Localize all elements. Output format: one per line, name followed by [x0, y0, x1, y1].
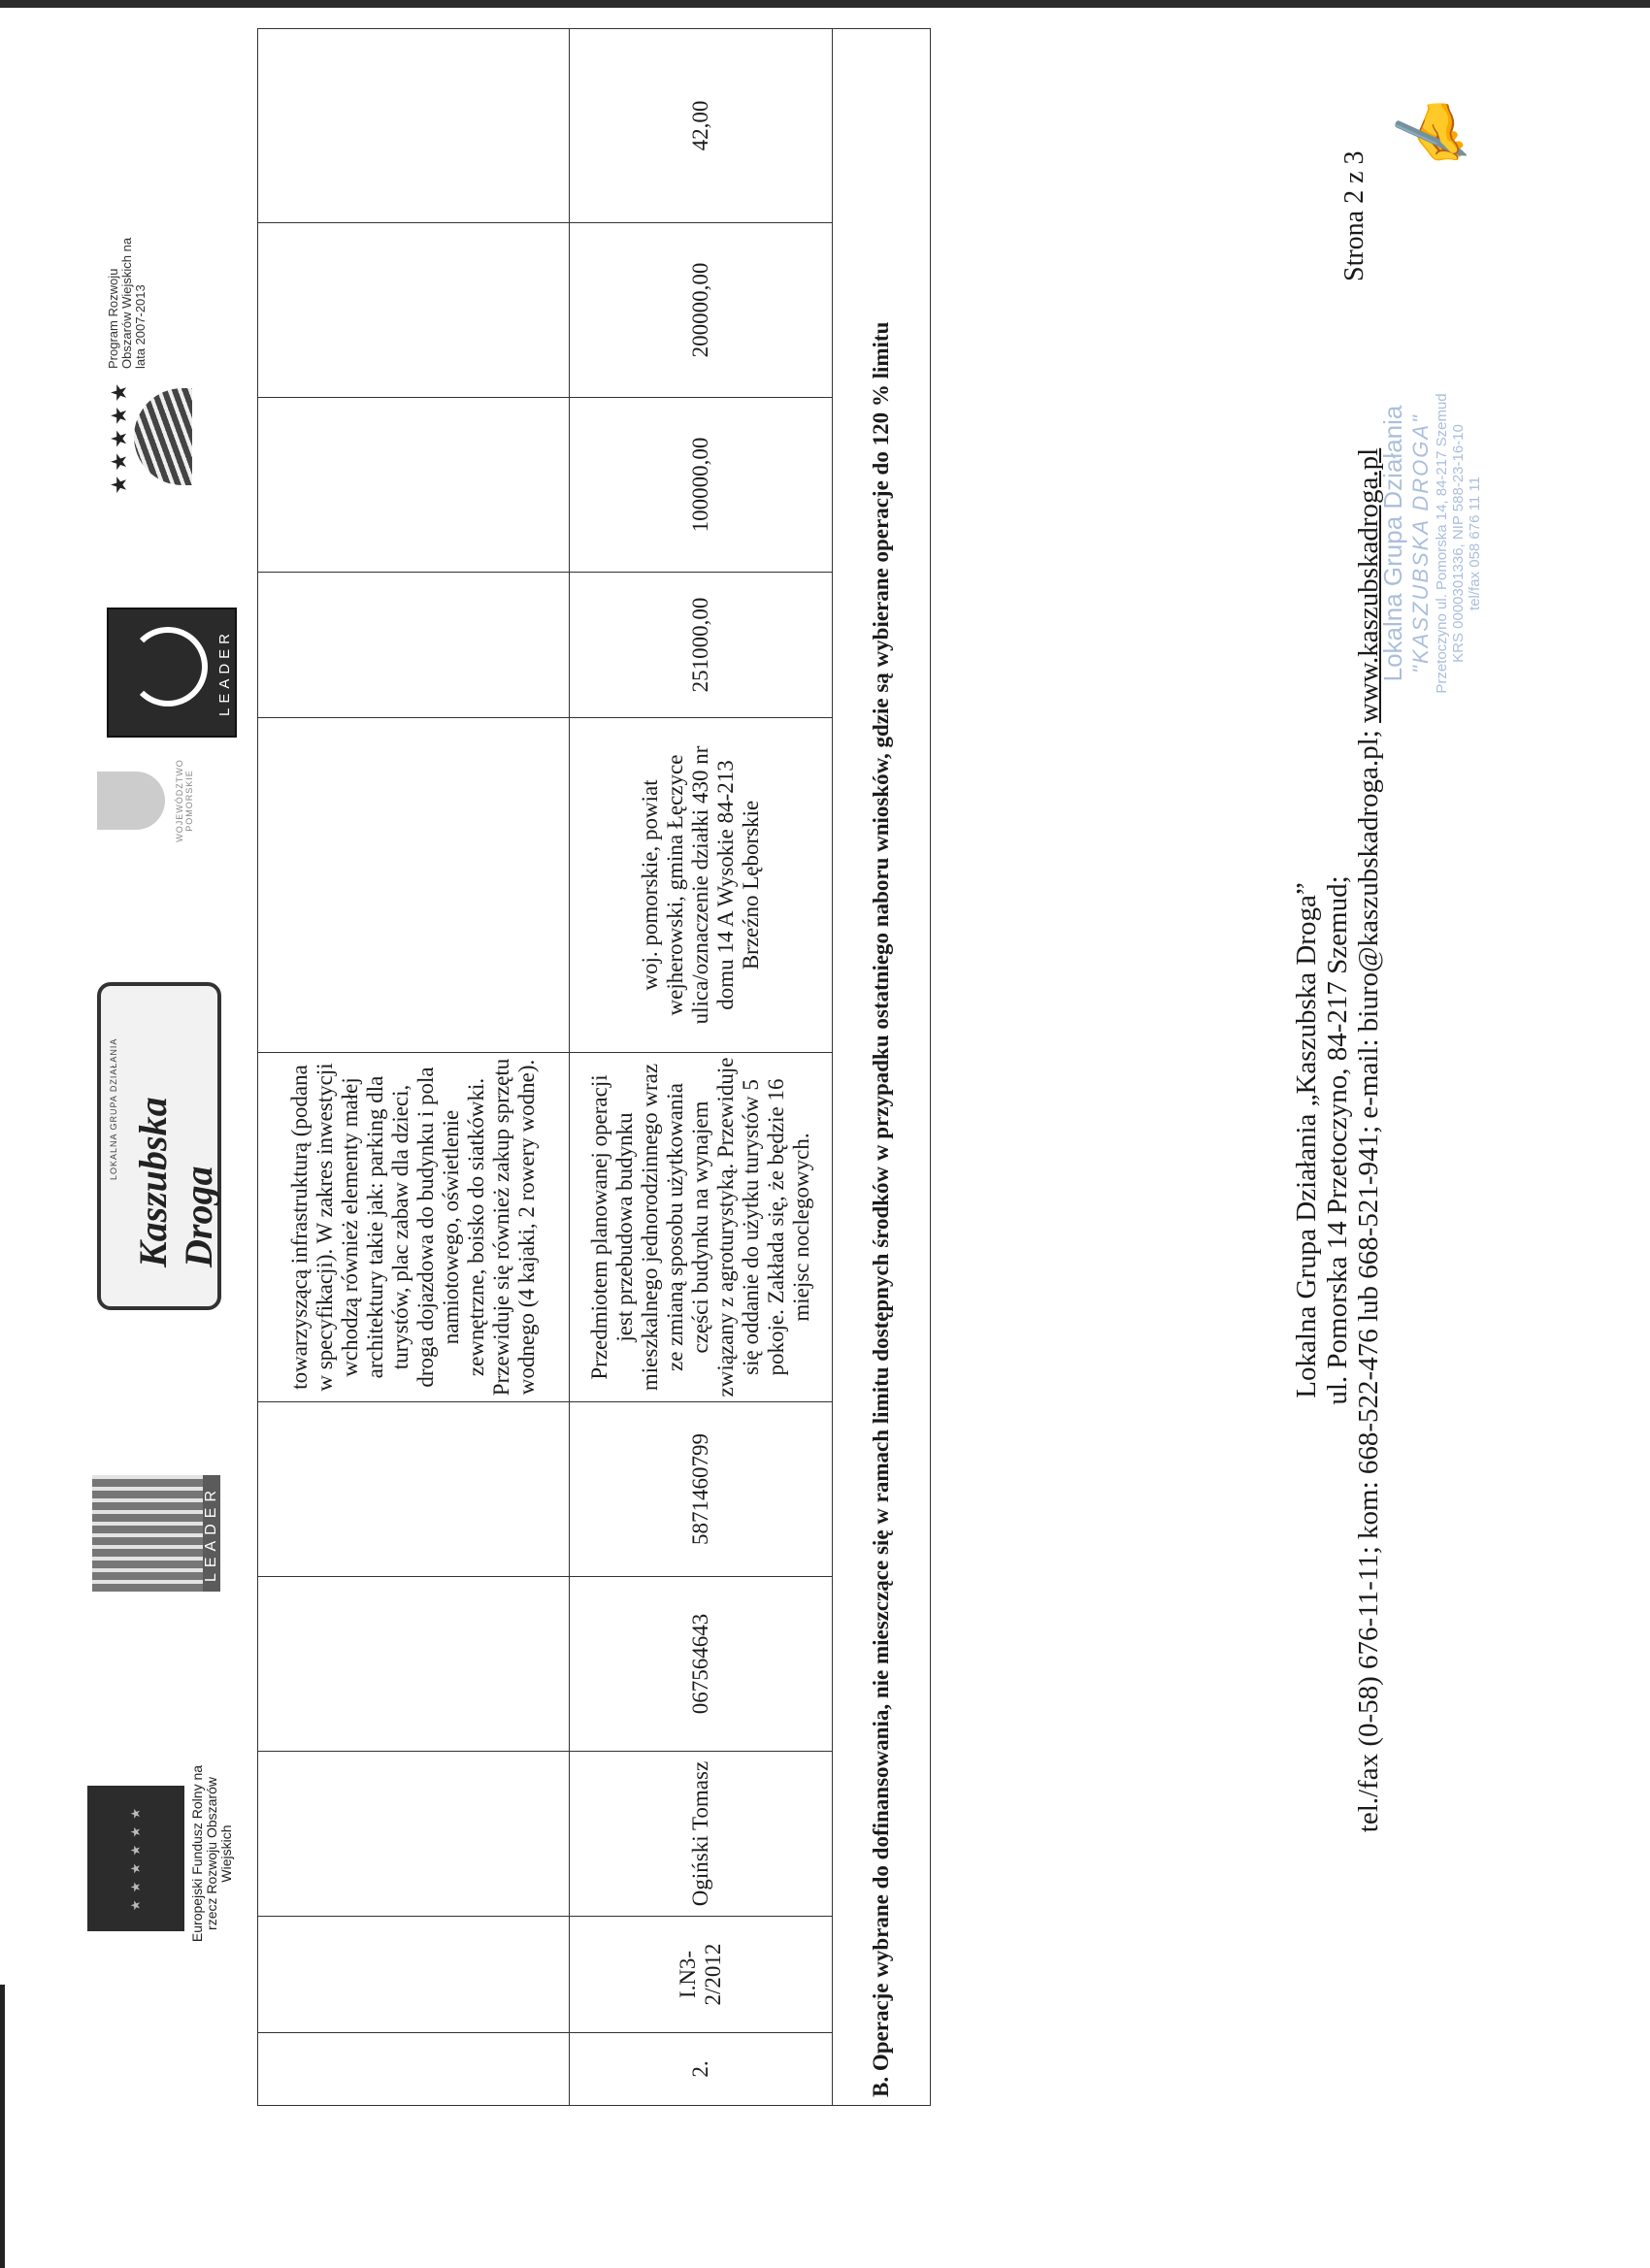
- footer-website-link[interactable]: www.kaszubskadroga.pl: [1353, 447, 1384, 723]
- griffin-crest-icon: [97, 772, 165, 830]
- cell-lp: 2.: [570, 2033, 833, 2106]
- cell-number: [258, 1917, 570, 2033]
- cell-applicant: Ogiński Tomasz: [570, 1752, 833, 1917]
- leader-square-label: LEADER: [216, 628, 233, 717]
- eu-stars-icon: ★ ★ ★ ★ ★ ★: [128, 1805, 143, 1912]
- cell-nip: 067564643: [570, 1577, 833, 1752]
- cell-requested-amount: 200000,00: [570, 223, 833, 398]
- footer: [1291, 68, 1384, 2213]
- cell-number: I.N3-2/2012: [570, 1917, 833, 2033]
- prow-stars-icon: ★★★★★: [107, 378, 131, 495]
- cell-nip: [258, 1577, 570, 1752]
- scan-edge: [0, 0, 1650, 8]
- operations-table: [257, 100, 931, 2106]
- stamp-line-5: tel/fax 058 676 11 11: [1467, 477, 1483, 610]
- woj-logo-label: WOJEWÓDZTWO POMORSKIE: [175, 759, 194, 842]
- kaszubska-logo-title: Kaszubska Droga: [131, 1097, 220, 1267]
- cell-total-cost: [258, 573, 570, 718]
- section-b-heading: B. Operacje wybrane do dofinansowania, nie mieszczące się w ramach limitu dostępnych środków w przypadku ostatniego naboru wniosków, gdzie są wybierane operacje do 120 % limitu: [833, 29, 931, 2106]
- cell-location: woj. pomorskie, powiat wejherowski, gmina Łęczyce ulica/oznaczenie działki 430 nr domu 14 A Wysokie 84-213 Brzeźno Lęborskie: [570, 718, 833, 1053]
- handwritten-signature: ✍: [1388, 92, 1477, 184]
- cell-description: towarzyszącą infrastrukturą (podana w specyfikacji). W zakres inwestycji wchodzą również elementy małej architektury takie jak: parking dla turystów, plac zabaw dla dzieci, droga dojazdowa do budynku i pola namiotowego, oświetlenie zewnętrzne, boisko do siatkówki. Przewiduje się również zakup sprzętu wodnego (4 kajaki, 2 rowery wodne).: [258, 1053, 570, 1402]
- leader-circle-icon: [128, 627, 208, 707]
- page-number: Strona 2 z 3: [1339, 150, 1370, 281]
- stamp-line-4: KRS 0000301336, NIP 588-23-16-10: [1450, 424, 1467, 663]
- cell-regon: 5871460799: [570, 1402, 833, 1577]
- cell-eligible-cost: [258, 398, 570, 573]
- cell-description: Przedmiotem planowanej operacji jest przebudowa budynku mieszkalnego jednorodzinnego wraz ze zmianą sposobu użytkowania części budynku na wynajem związany z agroturystyką. Przewiduje się oddanie do użytku turystów 5 pokoje. Zakłada się, że będzie 16 miejsc noclegowych.: [570, 1053, 833, 1402]
- section-b-row: [833, 29, 931, 2106]
- prow-logo: [107, 369, 214, 505]
- leader-logo-label: LEADER: [203, 1475, 220, 1592]
- stamp-line-1: Lokalna Grupa Działania: [1378, 405, 1407, 682]
- footer-contact-text: tel./fax (0-58) 676-11-11; kom: 668-522-476 lub 668-521-941; e-mail: biuro@kaszubskadroga.pl;: [1353, 722, 1384, 1833]
- prow-fields-icon: [134, 388, 192, 485]
- stamp-line-3: Przetoczyno ul. Pomorska 14, 84-217 Szemud: [1434, 393, 1450, 694]
- footer-address: ul. Pomorska 14 Przetoczyno, 84-217 Szemud;: [1322, 875, 1353, 1405]
- cell-location: [258, 718, 570, 1053]
- rotated-page: [0, 68, 1553, 2213]
- cell-total-cost: 251000,00: [570, 573, 833, 718]
- cell-requested-amount: [258, 223, 570, 398]
- cell-points: 42,00: [570, 29, 833, 223]
- cell-points: [258, 29, 570, 223]
- eu-flag-logo: [87, 1786, 184, 1931]
- kaszubska-droga-logo: [97, 982, 221, 1310]
- table-row-continued: [258, 29, 570, 2106]
- cell-lp: [258, 2033, 570, 2106]
- eu-fund-caption: Europejski Fundusz Rolny na rzecz Rozwoju Obszarów Wiejskich: [189, 1764, 234, 1943]
- stamp-line-2: "KASZUBSKA DROGA": [1408, 413, 1433, 674]
- cell-eligible-cost: 100000,00: [570, 398, 833, 573]
- cell-regon: [258, 1402, 570, 1577]
- cell-applicant: [258, 1752, 570, 1917]
- kaszubska-logo-small: LOKALNA GRUPA DZIAŁANIA: [109, 1037, 118, 1180]
- leader-square-logo: [107, 608, 237, 738]
- footer-org-name: Lokalna Grupa Działania „Kaszubska Droga”: [1291, 882, 1322, 1398]
- pomorskie-crest-logo: [97, 738, 204, 864]
- prow-caption: Program Rozwoju Obszarów Wiejskich na lata 2007-2013: [106, 237, 148, 369]
- organization-stamp: [1378, 311, 1483, 776]
- leader-logo: [92, 1475, 218, 1592]
- table-row: [570, 29, 833, 2106]
